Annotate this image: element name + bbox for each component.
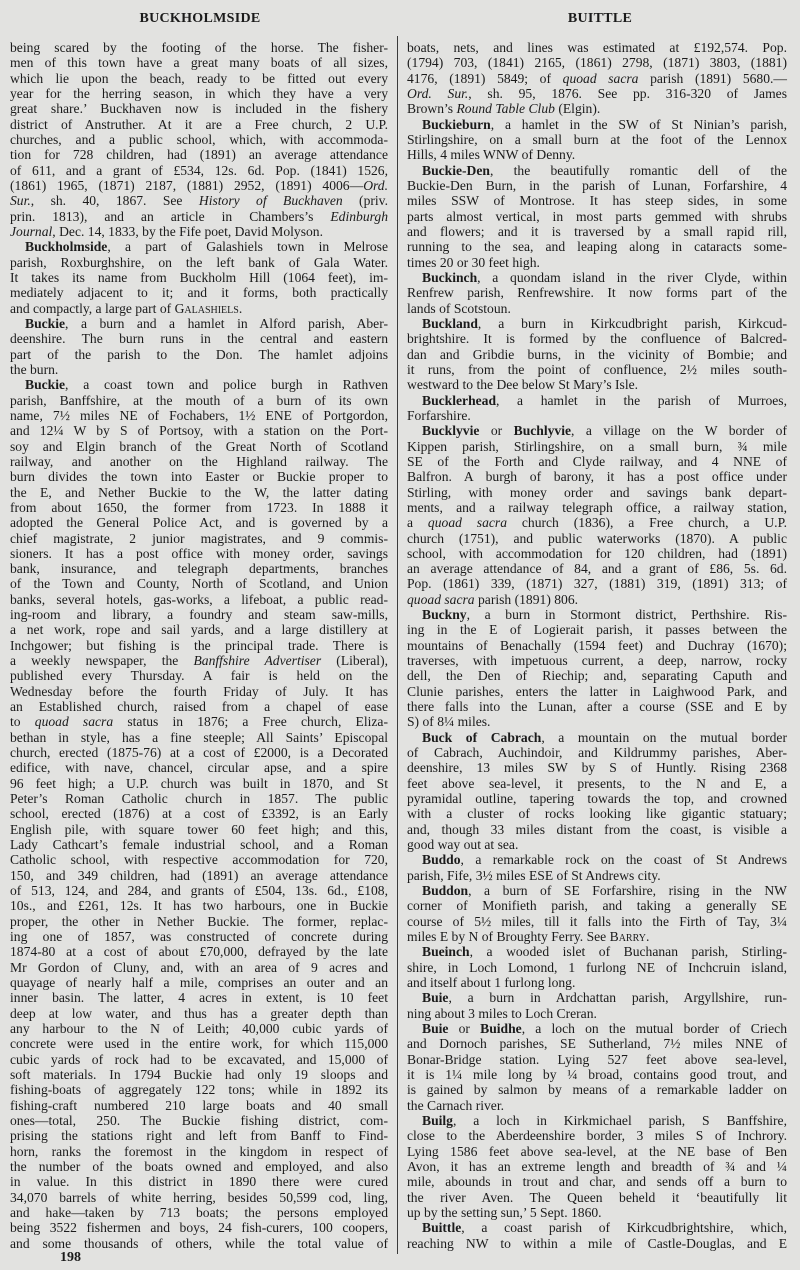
- text-line: an average attendance of 84, and a grant of £86, 5s. 6d.: [407, 561, 787, 577]
- italic-text: quoad sacra: [562, 70, 639, 86]
- text-line: concrete were used in the entire work, for which 115,000: [10, 1036, 388, 1052]
- entry-headword: Buckie: [25, 315, 66, 331]
- text-line: [10, 377, 388, 392]
- text-line: Kippen parish, Stirlingshire, on a small burn, ¾ mile: [407, 438, 787, 454]
- text-run: or: [448, 1021, 481, 1036]
- text-line: Lying 1586 feet above sea-level, at the NE base of Ben: [407, 1143, 787, 1159]
- text-line: great share.’ Buckhaven now is included in the fishery: [10, 101, 388, 117]
- text-line: [10, 193, 388, 208]
- text-line: school, erected (1876) at a cost of £3392, is an Early: [10, 806, 388, 822]
- text-line: It takes its name from Buckholm Hill (1064 feet), im-: [10, 269, 388, 285]
- text-line: chief magistrate, 2 junior magistrates, and 9 commis-: [10, 530, 388, 546]
- text-line: [407, 1113, 787, 1128]
- text-line: [407, 852, 787, 867]
- text-line: dan and Gribdie burns, in the vicinity of Bombie; and: [407, 346, 787, 362]
- text-line: is gained by salmon by means of a remarkable ladder on: [407, 1082, 787, 1098]
- text-line: [407, 607, 787, 622]
- text-line: parish, Fife, 3½ miles ESE of St Andrews city.: [407, 867, 661, 883]
- text-line: it runs, from the point of confluence, 2½ miles south-: [407, 361, 787, 377]
- text-line: Forfarshire.: [407, 407, 471, 423]
- entry-headword: Buidhe: [480, 1021, 522, 1036]
- text-line: [407, 1021, 787, 1036]
- entry-headword: Buckland: [422, 315, 478, 331]
- italic-text: Ord. Sur.: [407, 85, 469, 101]
- text-line: 96 feet high; a U.P. church was built in 1870, and St: [10, 775, 388, 791]
- text-line: [407, 592, 787, 607]
- text-line: Buckie-Den Burn, in the parish of Lunan, Forfarshire, 4: [407, 177, 787, 193]
- text-line: deep at low water, and thus has a greater depth than: [10, 1005, 388, 1021]
- text-line: shire, in Loch Lomond, 1 furlong NE of Inchcruin island,: [407, 959, 787, 975]
- text-line: and hake—taken by 713 boats; the persons employed: [10, 1204, 388, 1220]
- text-line: S) of 8¼ miles.: [407, 714, 491, 730]
- text-line: reaching NW to within a mile of Castle-Douglas, and E: [407, 1235, 787, 1251]
- text-line: Peter’s Roman Catholic church in 1857. The public: [10, 791, 388, 807]
- text-run: and compactly, a large part of: [10, 300, 175, 316]
- text-line: and itself about 1 furlong long.: [407, 975, 576, 991]
- entry-headword: Buittle: [422, 1220, 462, 1236]
- text-line: ing one of 1857, was constructed of concrete during: [10, 929, 388, 945]
- italic-text: Banffshire Advertiser: [193, 653, 322, 669]
- text-line: running to the sea, and leaping along in cataracts some-: [407, 239, 787, 255]
- text-line: Renfrew parish, Renfrewshire. It now forms part of the: [407, 285, 787, 301]
- text-line: mountains of Benachally (1594 feet) and Duchray (1670);: [407, 637, 787, 653]
- text-line: [407, 423, 787, 438]
- text-run: (1861) 1965, (1871) 2187, (1881) 2952, (1891) 4006—: [10, 177, 364, 193]
- text-line: soy and Elgin branch of the Great North of Scotland: [10, 438, 388, 454]
- text-run: a weekly newspaper, the: [10, 653, 194, 669]
- text-run: , a loch in Kirkmichael parish, S Banffshire,: [452, 1112, 787, 1128]
- text-line: close to the Aberdeenshire border, 3 miles S of Inchrory.: [407, 1128, 787, 1144]
- text-line: the number of the boats owned and employed, and also: [10, 1158, 388, 1174]
- text-line: horn, ranks the foremost in the kingdom in respect of: [10, 1143, 388, 1159]
- text-line: [10, 316, 388, 331]
- text-line: [407, 515, 787, 530]
- entry-headword: Buckie: [25, 377, 66, 393]
- text-line: men of this town have a great many boats of all sizes,: [10, 55, 388, 71]
- text-line: bank, insurance, and telegraph departments, branches: [10, 561, 388, 577]
- text-run: , sh. 40, 1867. See: [30, 193, 199, 209]
- text-line: Balfron. A burgh of barony, it has a post office under: [407, 469, 787, 485]
- text-line: the Carnach river.: [407, 1097, 505, 1113]
- text-line: [407, 1220, 787, 1235]
- text-run: , a coast town and police burgh in Rathven: [65, 377, 388, 393]
- text-line: mile, abounds in trout and char, and sends off a burn to: [407, 1174, 787, 1190]
- italic-text: History of Buckhaven: [198, 193, 343, 209]
- italic-text: quoad sacra: [407, 591, 475, 607]
- text-line: [407, 86, 787, 101]
- text-line: miles SSW of Montrose. It has steep sides, in some: [407, 193, 787, 209]
- text-line: [10, 239, 388, 254]
- text-line: traverses, with impetuous current, a deep, narrow, rocky: [407, 653, 787, 669]
- text-line: being 3522 fishermen and boys, 24 fish-curers, 100 coopers,: [10, 1220, 388, 1236]
- text-line: Stirling, with money order and savings bank depart-: [407, 484, 787, 500]
- text-line: [10, 301, 388, 316]
- text-run: , a hamlet in the parish of Murroes,: [496, 392, 787, 408]
- text-line: Catholic school, with respective accommodation for 720,: [10, 852, 388, 868]
- text-line: Wednesday before the fourth Friday of July. It has: [10, 683, 388, 699]
- text-run: , a burn in Ardchattan parish, Argyllshire, run-: [448, 990, 787, 1006]
- text-line: 34,070 barrels of white herring, besides 50,599 cod, ling,: [10, 1189, 388, 1205]
- text-line: published every Thursday. A fair is held on the: [10, 668, 388, 684]
- text-line: Bonar-Bridge station. Lying 527 feet above sea-level,: [407, 1051, 787, 1067]
- text-line: [407, 393, 787, 408]
- text-run: , a part of Galashiels town in Melrose: [107, 239, 388, 255]
- text-line: Pop. (1861) 339, (1871) 327, (1881) 319, (1891) 313; of: [407, 576, 787, 592]
- text-line: [10, 714, 388, 729]
- text-line: [407, 990, 787, 1005]
- text-run: , the beautifully romantic dell of the: [489, 162, 787, 178]
- small-caps-reference: Barry: [609, 929, 646, 945]
- text-run: , a burn of SE Forfarshire, rising in the NW: [468, 883, 787, 899]
- text-line: [407, 71, 787, 86]
- text-line: and, though 33 miles distant from the coast, is visible a: [407, 821, 787, 837]
- text-run: status in 1876; a Free church, Eliza-: [113, 714, 388, 730]
- text-run: a: [407, 515, 428, 531]
- text-line: mediately adjacent to it; and it forms, both practically: [10, 285, 388, 301]
- text-run: , a village on the W border of: [571, 423, 787, 439]
- text-run: Brown’s: [407, 101, 457, 117]
- text-line: quayage of nearly half a mile, comprises an outer and an: [10, 975, 388, 991]
- text-line: ing in the E of Logierait parish, it passes between the: [407, 622, 787, 638]
- running-head-right: BUITTLE: [567, 11, 633, 26]
- text-line: [10, 209, 388, 224]
- text-line: bethan in style, has a fine steeple; All Saints’ Episcopal: [10, 729, 388, 745]
- text-line: (1794) 703, (1841) 2165, (1861) 2798, (1871) 3803, (1881): [407, 55, 787, 71]
- text-line: times 20 or 30 feet high.: [407, 254, 540, 270]
- entry-headword: Buckieburn: [422, 116, 491, 132]
- italic-text: Edinburgh: [330, 208, 388, 224]
- text-line: deenshire, 13 miles SW by S of Huntly. Rising 2368: [407, 760, 787, 776]
- text-line: up by the setting sun,’ 5 Sept. 1860.: [407, 1204, 602, 1220]
- text-line: [407, 929, 787, 944]
- text-line: the river Aven. The Queen beheld it ‘beautifully lit: [407, 1189, 787, 1205]
- text-line: adopted the General Police Act, and is governed by a: [10, 515, 388, 531]
- text-line: boats, nets, and lines was estimated at £192,574. Pop.: [407, 40, 787, 55]
- text-line: corner of Monifieth parish, and taking a generally SE: [407, 898, 787, 914]
- entry-headword: Buckny: [422, 607, 467, 623]
- text-run: miles E by N of Broughty Ferry. See: [407, 929, 610, 945]
- text-line: railway, and another on the Highland railway. The: [10, 453, 388, 469]
- entry-headword: Buckinch: [422, 269, 478, 285]
- text-line: from about 1650, the former from 1723. In 1888 it: [10, 499, 388, 515]
- entry-headword: Buie: [422, 990, 449, 1006]
- text-line: name, 7½ miles NE of Fochabers, 1½ ENE of Portgordon,: [10, 407, 388, 423]
- text-line: westward to the Dee below St Mary’s Isle.: [407, 377, 639, 393]
- text-line: a net work, rope and sail yards, and a large distillery at: [10, 622, 388, 638]
- entry-headword: Buddon: [422, 883, 469, 899]
- text-line: church (1751), and public waterworks (1870). A public: [407, 530, 787, 546]
- entry-headword: Bucklyvie: [422, 423, 480, 439]
- text-line: it is 1¼ mile long by ¼ broad, contains good trout, and: [407, 1066, 787, 1082]
- text-run: , a mountain on the mutual border: [541, 729, 787, 745]
- text-line: proper, the other in Nether Buckie. The former, replac-: [10, 913, 388, 929]
- text-line: fishing-boats of aggregately 122 tons; while in 1892 its: [10, 1082, 388, 1098]
- text-line: and flowers; and it is traversed by a small rapid rill,: [407, 223, 787, 239]
- text-line: dell, the Den of Riechip; and, separating Caputh and: [407, 668, 787, 684]
- text-line: and Dornoch parishes, SE Sutherland, 7½ miles NNE of: [407, 1036, 787, 1052]
- text-line: Avon, it has an extreme length and breadth of ¾ and ¼: [407, 1158, 787, 1174]
- text-line: and 12¼ W by S of Portsoy, with a station on the Port-: [10, 423, 388, 439]
- text-run: , a burn in Stormont district, Perthshire. Ris-: [466, 607, 787, 623]
- entry-headword: Buie: [422, 1021, 449, 1036]
- text-line: the E, and Nether Buckie to the W, the latter dating: [10, 484, 388, 500]
- text-run: parish (1891) 5680.—: [638, 70, 787, 86]
- text-line: [407, 730, 787, 745]
- entry-headword: Buckie-Den: [422, 162, 490, 178]
- entry-headword: Bueinch: [422, 944, 470, 960]
- text-line: [10, 653, 388, 668]
- text-line: 150, and 349 children, had (1891) an average attendance: [10, 867, 388, 883]
- text-line: burn divides the town into Easter or Buckie proper to: [10, 469, 388, 485]
- left-column: [10, 40, 388, 1251]
- page-number: 198: [60, 1250, 81, 1265]
- text-line: ning about 3 miles to Loch Creran.: [407, 1005, 597, 1021]
- text-line: cubic yards of rock had to be excavated, and 15,000 of: [10, 1051, 388, 1067]
- entry-headword: Builg: [422, 1112, 453, 1128]
- text-line: 10s., and £261, 12s. It has two harbours, one in Buckie: [10, 898, 388, 914]
- entry-headword: Buchlyvie: [513, 423, 572, 439]
- entry-headword: Bucklerhead: [422, 392, 497, 408]
- small-caps-reference: Galashiels: [174, 300, 239, 316]
- text-line: [407, 163, 787, 178]
- text-run: , a coast parish of Kirkcudbrightshire, which,: [461, 1220, 787, 1236]
- italic-text: Round Table Club: [456, 101, 555, 117]
- text-run: (Liberal),: [321, 653, 388, 669]
- text-line: English pile, with square tower 60 feet high; and this,: [10, 821, 388, 837]
- italic-text: quoad sacra: [427, 515, 507, 531]
- text-line: church, erected (1875-76) at a cost of £2000, is a Decorated: [10, 745, 388, 761]
- text-line: banks, several hotels, gas-works, a lifeboat, a public read-: [10, 591, 388, 607]
- text-run: (Elgin).: [554, 101, 601, 117]
- text-line: Hills, 4 miles WNW of Denny.: [407, 147, 576, 163]
- text-line: prising the stations right and left from Banff to Find-: [10, 1128, 388, 1144]
- text-line: [10, 178, 388, 193]
- text-line: of 513, 124, and 284, and grants of £504, 13s. 6d., £108,: [10, 883, 388, 899]
- italic-text: Journal: [10, 223, 53, 239]
- text-line: ones—total, 250. The Buckie fishing district, com-: [10, 1112, 388, 1128]
- text-line: year for the herring season, in which they have a very: [10, 85, 388, 101]
- text-line: course of 5½ miles, till it falls into the Firth of Tay, 3¼: [407, 913, 787, 929]
- text-line: [407, 117, 787, 132]
- text-line: being scared by the footing of the horse. The fisher-: [10, 40, 388, 55]
- text-run: , Dec. 14, 1833, by the Fife poet, David Molyson.: [52, 223, 324, 239]
- text-line: [407, 270, 787, 285]
- text-line: district of Anstruther. At it are a Free church, 2 U.P.: [10, 116, 388, 132]
- text-line: edifice, with nave, chancel, circular apse, and a spire: [10, 760, 388, 776]
- italic-text: Sur.: [10, 193, 31, 209]
- italic-text: quoad sacra: [34, 714, 114, 730]
- text-line: [407, 316, 787, 331]
- text-line: fishing-craft numbered 210 large boats and 40 small: [10, 1097, 388, 1113]
- text-run: to: [10, 714, 35, 730]
- text-line: of the Town and County, North of Scotland, and Union: [10, 576, 388, 592]
- text-line: sioners. It has a post office with money order, savings: [10, 545, 388, 561]
- entry-headword: Buck of Cabrach: [422, 729, 542, 745]
- text-run: or: [479, 423, 514, 439]
- text-line: [10, 224, 388, 239]
- text-run: (priv.: [342, 193, 388, 209]
- text-line: deenshire. The burn runs in the central and eastern: [10, 331, 388, 347]
- text-line: good way out at sea.: [407, 837, 519, 853]
- text-run: , a remarkable rock on the coast of St Andrews: [460, 852, 787, 868]
- column-divider: [397, 36, 398, 1254]
- text-run: prin. 1813), and an article in Chambers’s: [10, 208, 331, 224]
- text-line: of Cabrach, Auchindoir, and Kildrummy parishes, Aber-: [407, 745, 787, 761]
- text-line: pyramidal outline, tapering towards the top, and crowned: [407, 791, 787, 807]
- text-run: parish (1891) 806.: [474, 591, 579, 607]
- text-line: school, with accommodation for 120 children, had (1891): [407, 545, 787, 561]
- text-run: church (1836), a Free church, a U.P.: [507, 515, 788, 531]
- text-line: lands of Scotstoun.: [407, 300, 511, 316]
- text-line: the burn.: [10, 361, 59, 377]
- text-line: [407, 883, 787, 898]
- italic-text: Ord.: [363, 177, 388, 193]
- text-line: there falls into the Lunan, after a course (SSE and E by: [407, 699, 787, 715]
- text-line: churches, and a public school, which, with accommoda-: [10, 131, 388, 147]
- text-line: parts almost vertical, in most parts gemmed with shrubs: [407, 208, 787, 224]
- text-run: .: [238, 300, 243, 316]
- text-line: Lady Cathcart’s female industrial school, and a Roman: [10, 837, 388, 853]
- text-line: which lie upon the beach, ready to be fitted out every: [10, 70, 388, 86]
- text-line: soft materials. In 1794 Buckie had only 19 sloops and: [10, 1066, 388, 1082]
- text-line: feet above sea-level, it presents, to the N and E, a: [407, 775, 787, 791]
- text-line: with a cluster of rocks looking like gigantic statuary;: [407, 806, 787, 822]
- text-line: 1874-80 at a cost of about £70,000, defrayed by the late: [10, 944, 388, 960]
- text-line: Clunie parishes, enters the latter in Laighwood Park, and: [407, 683, 787, 699]
- text-run: , a loch on the mutual border of Criech: [521, 1021, 788, 1036]
- text-line: inner basin. The latter, 4 acres in extent, is 10 feet: [10, 990, 388, 1006]
- text-line: ing-room and library, a foundry and steam saw-mills,: [10, 607, 388, 623]
- text-line: SE of the Forth and Clyde railway, and 4 NNE of: [407, 453, 787, 469]
- text-run: , a wooded islet of Buchanan parish, Stirling-: [469, 944, 787, 960]
- entry-headword: Buckholmside: [25, 239, 108, 255]
- text-run: 4176, (1891) 5849; of: [407, 70, 563, 86]
- right-column: [407, 40, 787, 1251]
- text-line: parish, Roxburghshire, on the left bank of Gala Water.: [10, 254, 388, 270]
- entry-headword: Buddo: [422, 852, 461, 868]
- text-line: and some thousands of others, while the total value of: [10, 1235, 388, 1251]
- text-line: brightshire. It is formed by the confluence of Balcred-: [407, 331, 787, 347]
- text-line: in value. In this district in 1890 there were cured: [10, 1174, 388, 1190]
- text-run: , a burn and a hamlet in Alford parish, Aber-: [65, 315, 388, 331]
- text-line: of 611, and a grant of £534, 12s. 6d. Pop. (1841) 1526,: [10, 162, 388, 178]
- text-run: , a burn in Kirkcudbright parish, Kirkcud-: [477, 315, 787, 331]
- text-line: any harbour to the N of Leith; 40,000 cubic yards of: [10, 1021, 388, 1036]
- text-run: , a quondam island in the river Clyde, within: [477, 269, 787, 285]
- text-line: [407, 944, 787, 959]
- text-line: part of the parish to the Don. The hamlet adjoins: [10, 346, 388, 362]
- running-head-left: BUCKHOLMSIDE: [139, 11, 261, 26]
- text-line: an Established church, raised from a chapel of ease: [10, 699, 388, 715]
- text-line: parish, Banffshire, at the mouth of a burn of its own: [10, 392, 388, 408]
- text-line: [407, 101, 787, 116]
- text-run: .: [645, 929, 650, 945]
- text-run: , sh. 95, 1876. See pp. 316-320 of James: [468, 85, 787, 101]
- text-line: ments, and a railway telegraph office, a railway station,: [407, 499, 787, 515]
- text-line: Mr Gordon of Cluny, and, with an area of 9 acres and: [10, 959, 388, 975]
- text-run: , a hamlet in the SW of St Ninian’s parish,: [490, 116, 787, 132]
- text-line: Inchgower; but fishing is the principal trade. There is: [10, 637, 388, 653]
- text-line: Stirlingshire, on a small burn at the foot of the Lennox: [407, 131, 787, 147]
- text-line: tion for 728 children, had (1891) an average attendance: [10, 147, 388, 163]
